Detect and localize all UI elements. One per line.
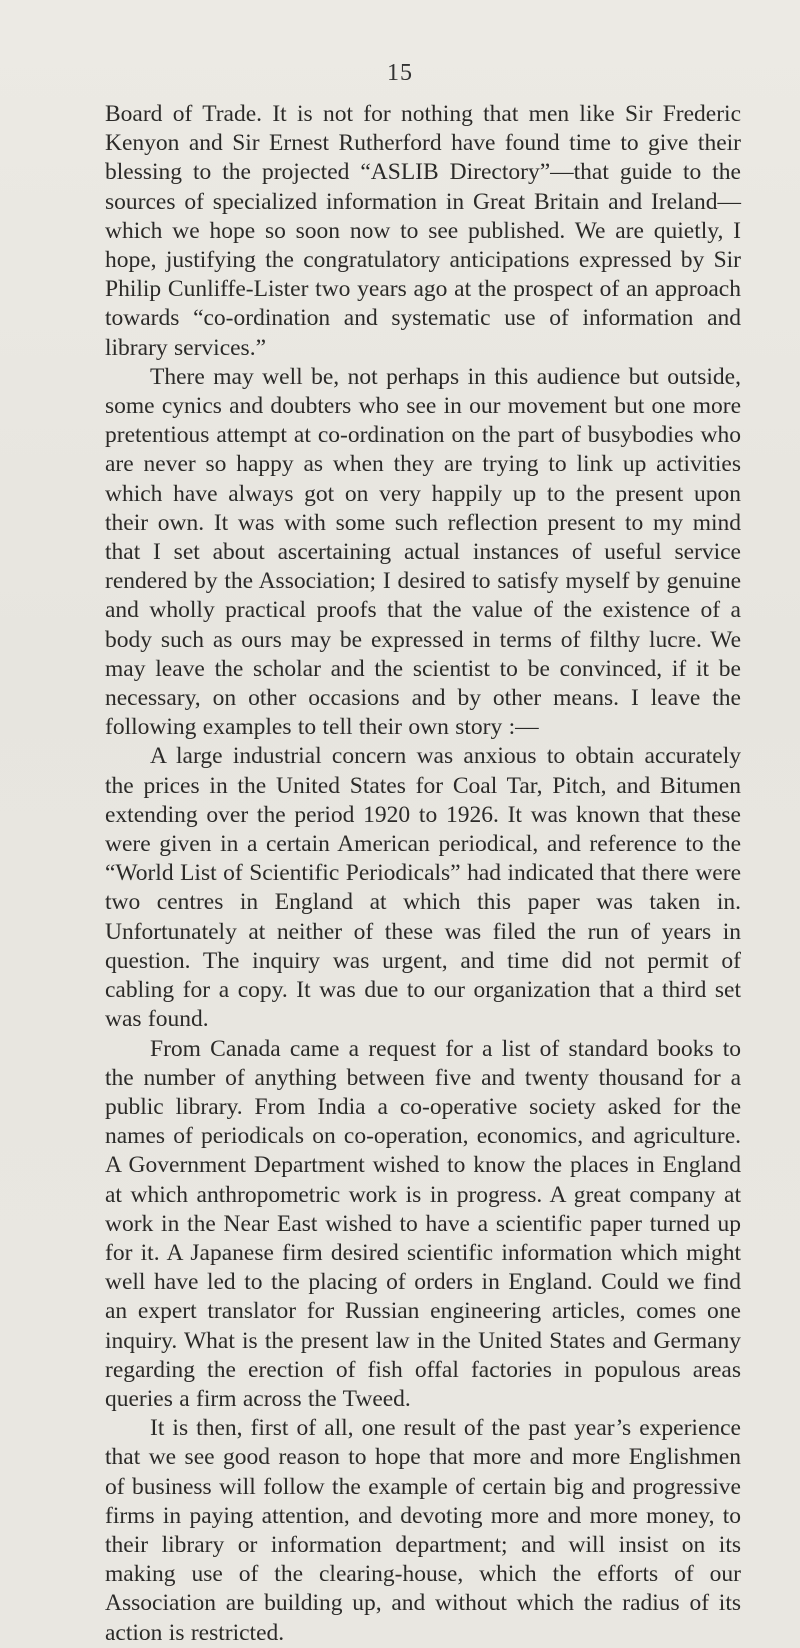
paragraph-industrial-concern: A large industrial concern was anxious to obtain accurately the prices in the United States for Coal Tar, Pitch, and Bitumen extending over the period 1920 to 1926. It was known that these were given in a certain American periodical, and reference to the “World List of Scientific Periodicals” had indicated that there were two centres in England at which this paper was taken in. Unfortunately at neither of these was filed the run of years in question. The inquiry was urgent, and time did not permit of cabling for a copy. It was due to our organization that a third set was found. bbox=[105, 743, 741, 1033]
paragraph-requests-list: From Canada came a request for a list of standard books to the number of anything between five and twenty thousand for a public library. From India a co-operative society asked for the names of periodicals on co-operation, economics, and agriculture. A Government Department wished to know the places in England at which anthropometric work is in progress. A great company at work in the Near East wished to have a scientific paper turned up for it. A Japanese firm desired scientific information which might well have led to the placing of orders in England. Could we find an expert translator for Russian engineering articles, comes one inquiry. What is the present law in the United States and Germany regarding the erection of fish offal factories in populous areas queries a firm across the Tweed. bbox=[105, 1035, 741, 1412]
body-text bbox=[105, 100, 741, 1648]
paragraph-board-of-trade: Board of Trade. It is not for nothing that men like Sir Frederic Kenyon and Sir Ernest Rutherford have found time to give their blessing to the projected “ASLIB Directory”—that guide to the sources of specialized information in Great Britain and Ireland—which we hope so soon now to see published. We are quietly, I hope, justifying the congratulatory anticipations expressed by Sir Philip Cunliffe-Lister two years ago at the prospect of an approach towards “co-ordination and systematic use of information and library services.” bbox=[105, 101, 741, 361]
paragraph-conclusion: It is then, first of all, one result of the past year’s experience that we see good reason to hope that more and more Englishmen of business will follow the example of certain big and progressive firms in paying attention, and devoting more and more money, to their library or information department; and will insist on its making use of the clearing-house, which the efforts of our Association are building up, and without which the radius of its action is restricted. bbox=[105, 1415, 741, 1646]
page-number: 15 bbox=[387, 60, 413, 86]
paragraph-cynics-and-doubters: There may well be, not perhaps in this audience but outside, some cynics and doubters who see in our movement but one more pretentious attempt at co-ordination on the part of busybodies who are never so happy as when they are trying to link up activities which have always got on very happily up to the present upon their own. It was with some such reflection present to my mind that I set about ascertaining actual instances of useful service rendered by the Association; I desired to satisfy myself by genuine and wholly practical proofs that the value of the existence of a body such as ours may be expressed in terms of filthy lucre. We may leave the scholar and the scientist to be convinced, if it be necessary, on other occasions and by other means. I leave the following examples to tell their own story :— bbox=[105, 363, 741, 741]
